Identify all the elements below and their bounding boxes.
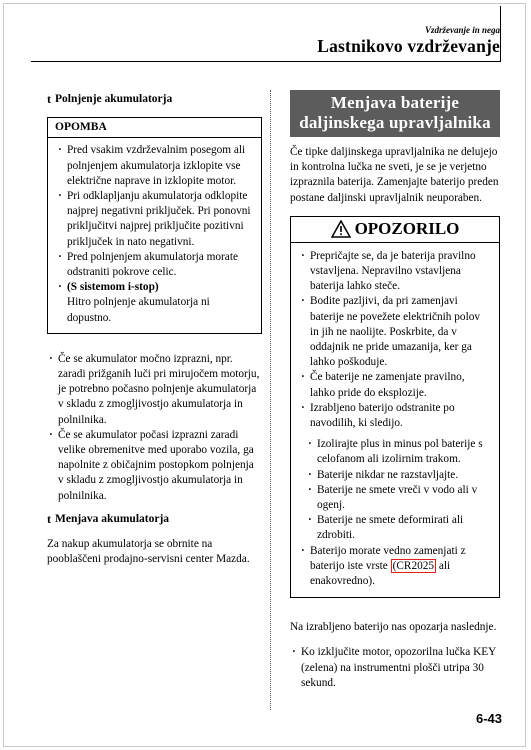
warning-title: OPOZORILO (354, 219, 460, 239)
warning-item: · Če baterije ne zamenjate pravilno, lahko pride do eksplozije. (299, 370, 491, 400)
heading-line-1: Menjava baterije (330, 93, 460, 112)
warning-triangle-icon (331, 220, 351, 238)
note-istop-text: Hitro polnjenje akumulatorja ni dopustno. (67, 296, 210, 324)
warning-sub-item: · Baterije nikdar ne razstavljajte. (307, 468, 491, 483)
section-title-replacement-text: Menjava akumulatorja (55, 512, 170, 525)
battery-code-highlight: (CR2025 (392, 559, 435, 572)
intro-text: Če tipke daljinskega upravljalnika ne delujejo in kontrolna lučka ne sveti, je se je verjetno izpraznila baterija. Zamenjajte baterijo preden postane daljinski upravljalnik neuporaben. (290, 146, 499, 204)
warning-item: · Bodite pazljivi, da pri zamenjavi baterije ne povežete električnih polov in jih ne naolijte. Poskrbite, da v oddajnik ne pride umazanija, ker ga lahko poškoduje. (299, 294, 491, 370)
heading-line-2: daljinskega upravljalnika (299, 113, 491, 132)
header-rule-vertical (500, 6, 501, 62)
left-column (47, 92, 262, 567)
note-body (48, 138, 261, 332)
note-istop-title: (S sistemom i-stop) (67, 281, 159, 294)
note-box (47, 117, 262, 334)
warning-box (290, 216, 500, 598)
warning-sub-item: · Izolirajte plus in minus pol baterije s celofanom ali izolirnim trakom. (307, 437, 491, 467)
note-item-istop (56, 280, 253, 326)
warning-sub-item: · Baterije ne smete deformirati ali zdrobiti. (307, 513, 491, 543)
warning-item: · Izrabljeno baterijo odstranite po navodilih, ki sledijo. (299, 401, 491, 431)
warning-item-battery-type (299, 544, 491, 590)
note-title: OPOMBA (48, 118, 261, 138)
battery-type-post: ali enakovredno). (310, 559, 451, 588)
battery-type-pre: Baterijo morate vedno zamenjati z baterijo iste vrste (310, 544, 466, 572)
note-item: · Pri odklapljanju akumulatorja odklopite najprej negativni priključek. Pri ponovni priključitvi najprej priključite pozitivni priključek in nato negativni. (56, 189, 253, 250)
warning-sub-item: · Baterije ne smete vreči v vodo ali v ogenj. (307, 483, 491, 513)
charging-item: · Če se akumulator počasi izprazni zaradi velike obremenitve med uporabo vozila, ga napolnite z običajnim postopkom polnjenja v skladu z zmogljivostjo akumulatorja in polnilnika. (47, 428, 262, 504)
warning-body (291, 243, 499, 597)
section-title-charging-text: Polnjenje akumulatorja (55, 93, 173, 105)
after-text: Na izrabljeno baterijo nas opozarja naslednje. (290, 621, 497, 634)
section-heading-remote-battery (290, 90, 500, 137)
page-number: 6-43 (475, 711, 502, 726)
warning-header (291, 217, 499, 243)
section-marker-icon: t (47, 511, 51, 526)
right-column (290, 90, 500, 691)
column-separator (270, 90, 271, 710)
section-title-charging (47, 92, 262, 107)
section-marker-icon: t (47, 92, 51, 106)
warning-item: · Prepričajte se, da je baterija pravilno vstavljena. Nepravilno vstavljena baterija lahko steče. (299, 249, 491, 295)
replacement-text: Za nakup akumulatorja se obrnite na pooblaščeni prodajno-servisni center Mazda. (47, 538, 250, 566)
after-item: · Ko izključite motor, opozorilna lučka KEY (zelena) na instrumentni plošči utripa 30 sekund. (290, 645, 500, 691)
note-item: · Pred polnjenjem akumulatorja morate odstraniti pokrove celic. (56, 250, 253, 280)
header-title: Lastnikovo vzdrževanje (317, 36, 500, 56)
note-item: · Pred vsakim vzdrževalnim posegom ali polnjenjem akumulatorja izklopite vse električne naprave in izklopite motor. (56, 143, 253, 189)
section-title-replacement (47, 512, 262, 527)
charging-item: · Če se akumulator močno izprazni, npr. zaradi prižganih luči pri mirujočem motorju, je potrebno počasno polnjenje akumulatorja v skladu z zmogljivostjo akumulatorja in polnilnika. (47, 352, 262, 428)
header-chapter: Vzdrževanje in nega (424, 25, 500, 35)
header-rule (31, 61, 501, 62)
